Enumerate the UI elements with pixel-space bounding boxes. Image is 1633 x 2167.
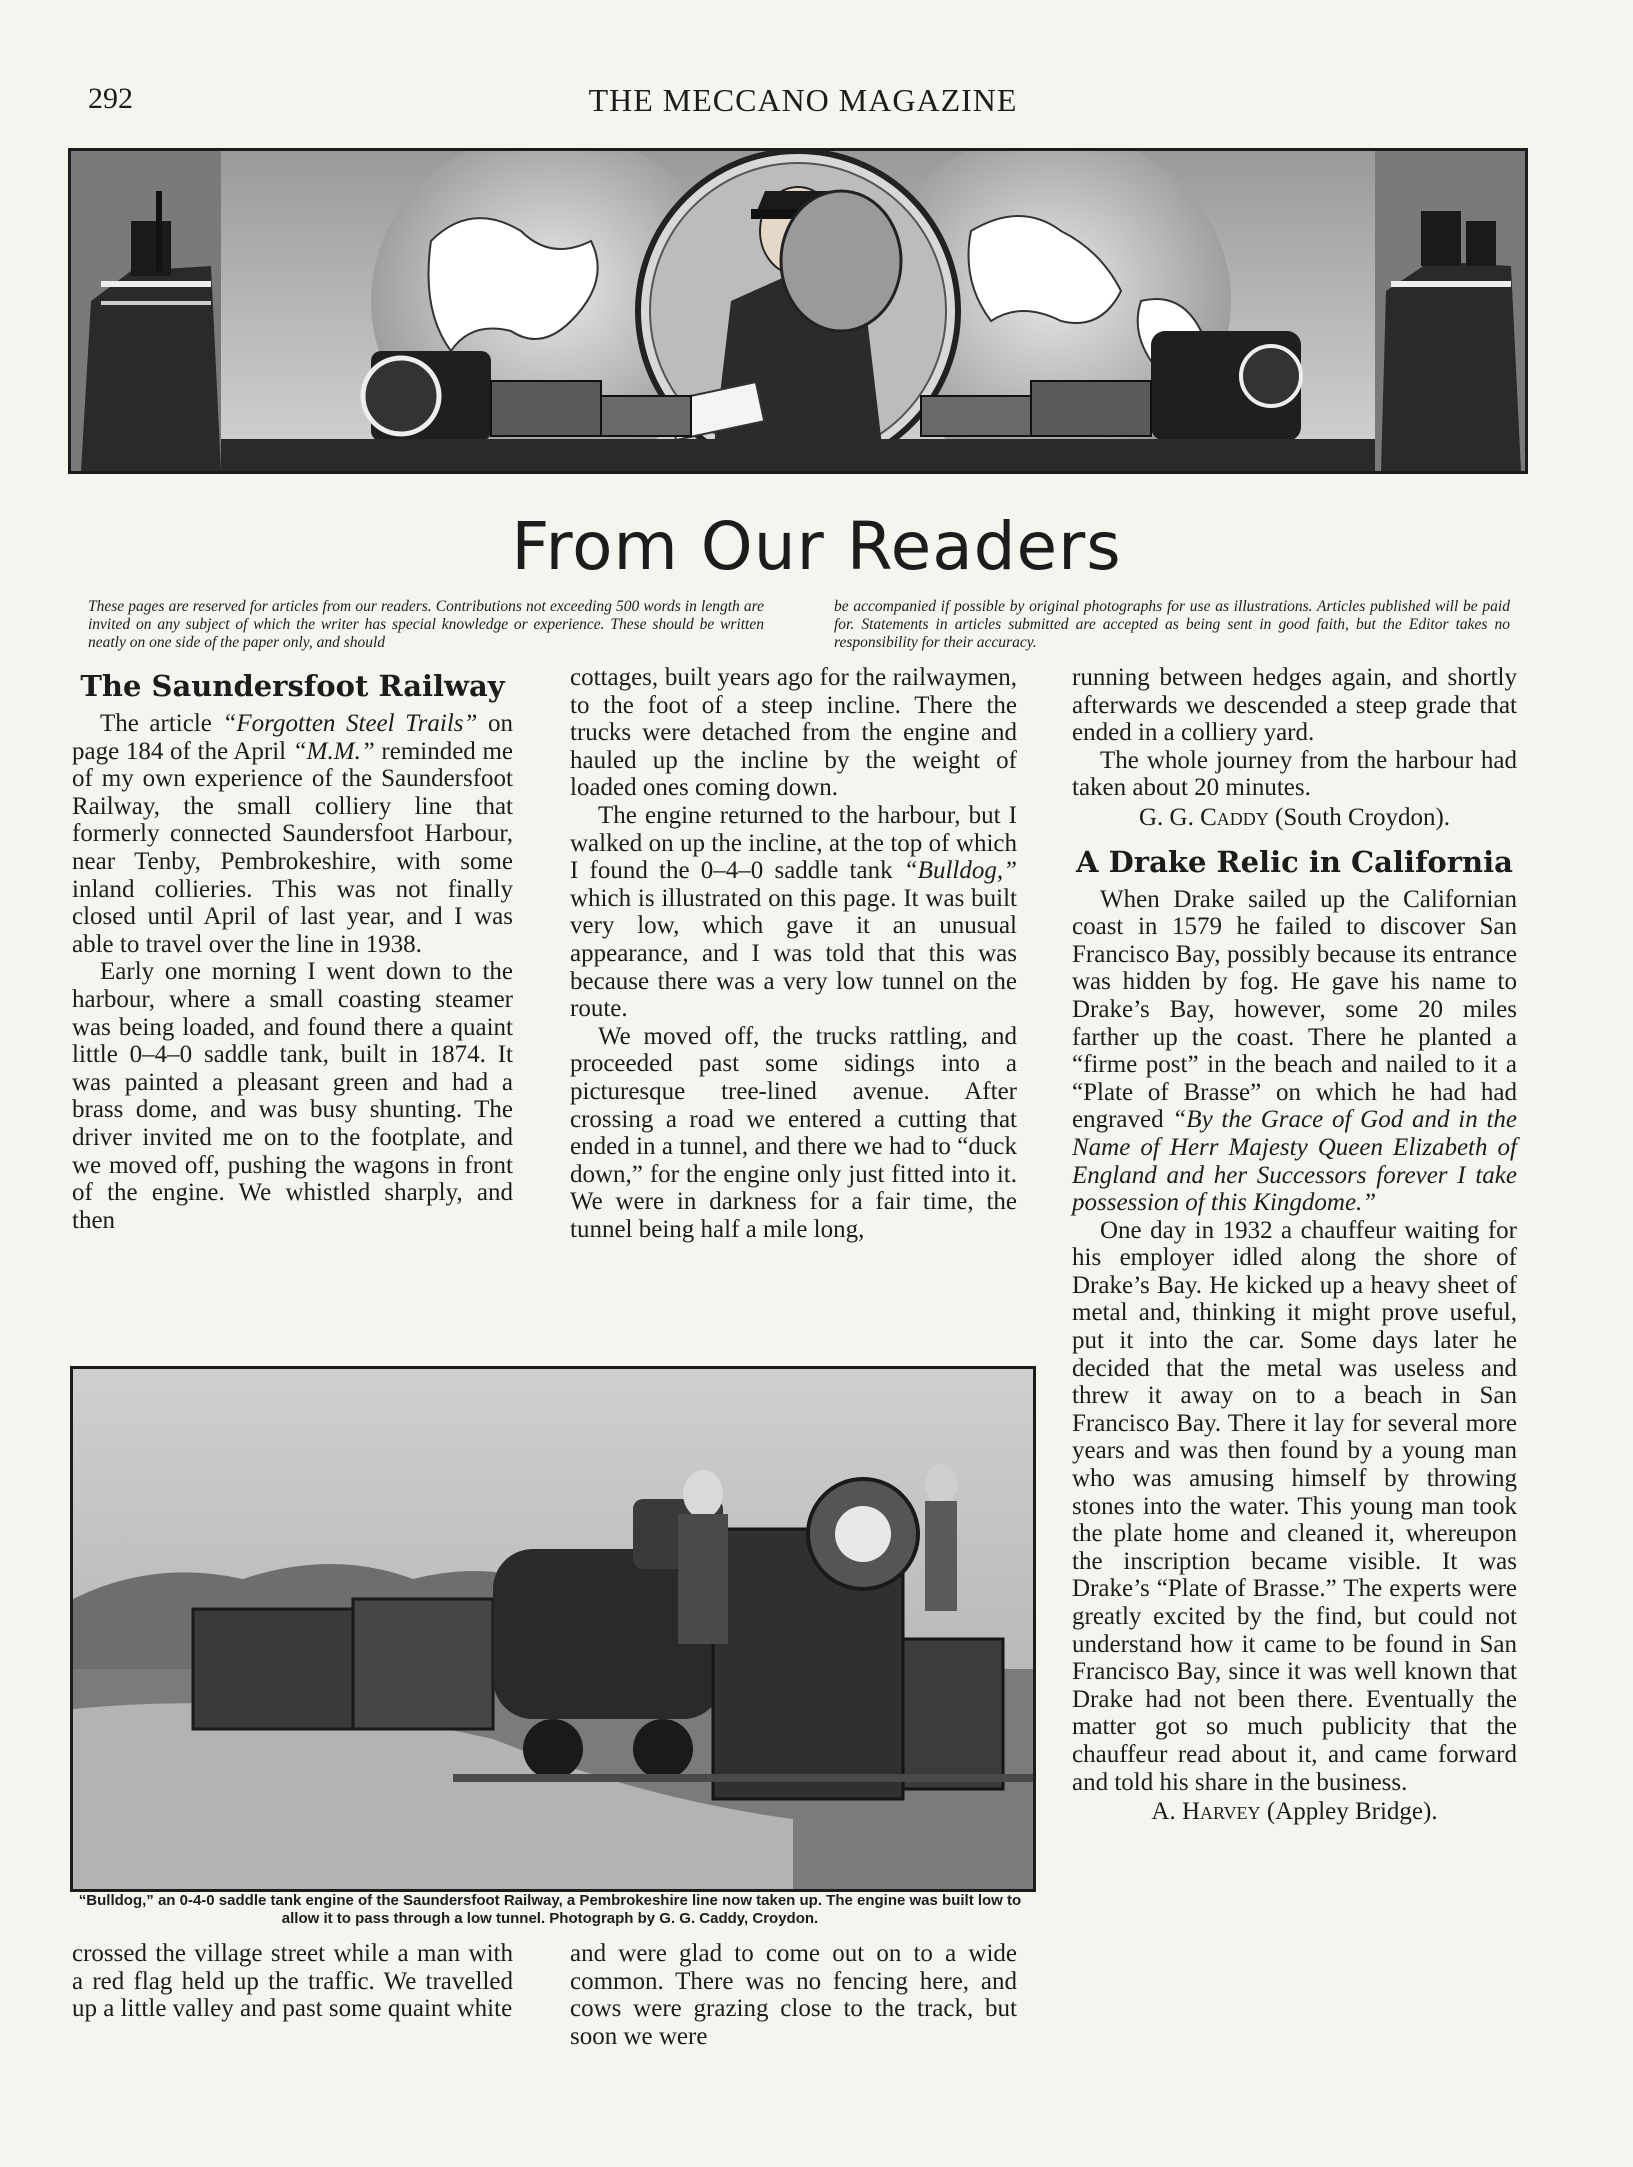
text-run: on page 184 of the April (72, 710, 514, 765)
article-title-reference: “Forgotten Steel Trails” (222, 710, 478, 737)
inscription-quote: “By the Grace of God and in the Name of Herr Majesty Queen Elizabeth of England and her Successors forever I take possession of this Kingdome.” (1072, 1106, 1517, 1217)
article-column-1 (72, 668, 513, 1234)
magazine-title: THE MECCANO MAGAZINE (588, 82, 1018, 118)
author-place: (South Croydon). (1268, 803, 1451, 831)
article-paragraph: and were glad to come out on to a wide common. There was no fencing here, and cows were grazing close to the track, but soon we were (570, 1940, 1017, 2050)
article-paragraph (72, 710, 513, 958)
article-paragraph: One day in 1932 a chauffeur waiting for his employer idled along the shore of Drake’s Bay. He kicked up a heavy sheet of metal and, thinking it might prove useful, put it into the car. Some days later he decided that the metal was useless and threw it away on to a beach in San Francisco Bay. There it lay for several more years and was then found by a young man who was amusing himself by throwing stones into the water. This young man took the plate home and cleaned it, whereupon the inscription became visible. It was Drake’s “Plate of Brasse.” The experts were greatly excited by the find, but could not understand how it came to be found in San Francisco Bay, since it was well known that Drake had not been there. Eventually the matter got so much publicity that the chauffeur read about it, and came forward and told his share in the business. (1072, 1216, 1517, 1796)
article-paragraph: cottages, built years ago for the railwaymen, to the foot of a steep incline. There the trucks were detached from the engine and hauled up the incline by the weight of loaded ones coming down. (570, 664, 1017, 802)
text-run: reminded me of my own experience of the Saundersfoot Railway, the small colliery line that formerly connected Saundersfoot Harbour, near Tenby, Pembrokeshire, with some inland collieries. This was not finally closed until April of last year, and I was able to travel over the line in 1938. (72, 737, 514, 958)
page-number: 292 (88, 82, 133, 115)
text-run: which is illustrated on this page. It was built very low, which gave it an unusual appearance, and I was told that this was because there was a very low tunnel on the route. (570, 884, 1017, 1023)
banner-illustration (68, 148, 1528, 474)
magazine-reference: “M.M.” (292, 737, 375, 765)
page-header (88, 82, 1518, 126)
article-paragraph: The whole journey from the harbour had taken about 20 minutes. (1072, 746, 1517, 802)
intro-notice-left: These pages are reserved for articles from our readers. Contributions not exceeding 500 words in length are invited on any subject of which the writer has special knowledge or experience. These should be written neatly on one side of the paper only, and should (88, 598, 764, 651)
article-paragraph: We moved off, the trucks rattling, and proceeded past some sidings into a picturesque tree-lined avenue. After crossing a road we entered a cutting that ended in a tunnel, and there we had to “duck down,” for the engine only just fitted into it. We were in darkness for a fair time, the tunnel being half a mile long, (570, 1022, 1017, 1243)
photo-caption: “Bulldog,” an 0-4-0 saddle tank engine of the Saundersfoot Railway, a Pembrokeshire line now taken up. The engine was built low to allow it to pass through a low tunnel. Photograph by G. G. Caddy, Croydon. (78, 1892, 1022, 1927)
article-column-2 (570, 664, 1017, 1243)
bulldog-locomotive-photo (70, 1366, 1036, 1892)
engine-name: “Bulldog,” (903, 857, 1017, 885)
intro-notice-right: be accompanied if possible by original photographs for use as illustrations. Articles published will be paid for. Statements in articles submitted are accepted as being sent in good faith, but the Editor takes no responsibility for their accuracy. (834, 598, 1510, 651)
article-heading-drake: A Drake Relic in California (1076, 844, 1513, 879)
author-name: G. G. Caddy (1138, 803, 1269, 831)
article-paragraph: crossed the village street while a man with a red flag held up the traffic. We travelled up a little valley and past some quaint white (72, 1940, 513, 2023)
article-column-3 (1072, 664, 1517, 1826)
page-title: From Our Readers (511, 508, 1122, 585)
text-run: The engine returned to the harbour, but I walked on up the incline, at the top of which I found the 0–4–0 saddle tank (570, 801, 1017, 885)
article-column-1-continued (72, 1940, 513, 2023)
article-column-2-continued (570, 1940, 1017, 2050)
text-run: The article (100, 710, 223, 737)
article-paragraph (570, 802, 1017, 1023)
author-signature (1072, 804, 1517, 832)
article-paragraph (1072, 886, 1517, 1217)
author-signature (1072, 1798, 1517, 1826)
author-name: A. Harvey (1151, 1798, 1261, 1826)
article-heading-saundersfoot: The Saundersfoot Railway (80, 669, 505, 703)
text-run: When Drake sailed up the Californian coast in 1579 he failed to discover San Francisco Bay, possibly because its entrance was hidden by fog. He gave his name to Drake’s Bay, however, some 20 miles farther up the coast. There he planted a “firme post” in the beach and nailed to it a “Plate of Brasse” on which he had had engraved (1072, 885, 1517, 1134)
author-place: (Appley Bridge). (1260, 1798, 1438, 1826)
banner-art (71, 151, 1525, 471)
photo-art (73, 1369, 1033, 1889)
article-paragraph: running between hedges again, and shortly afterwards we descended a steep grade that ended in a colliery yard. (1072, 664, 1517, 747)
article-paragraph: Early one morning I went down to the harbour, where a small coasting steamer was being loaded, and found there a quaint little 0–4–0 saddle tank, built in 1874. It was painted a pleasant green and had a brass dome, and was busy shunting. The driver invited me on to the footplate, and we moved off, pushing the wagons in front of the engine. We whistled sharply, and then (72, 958, 513, 1234)
